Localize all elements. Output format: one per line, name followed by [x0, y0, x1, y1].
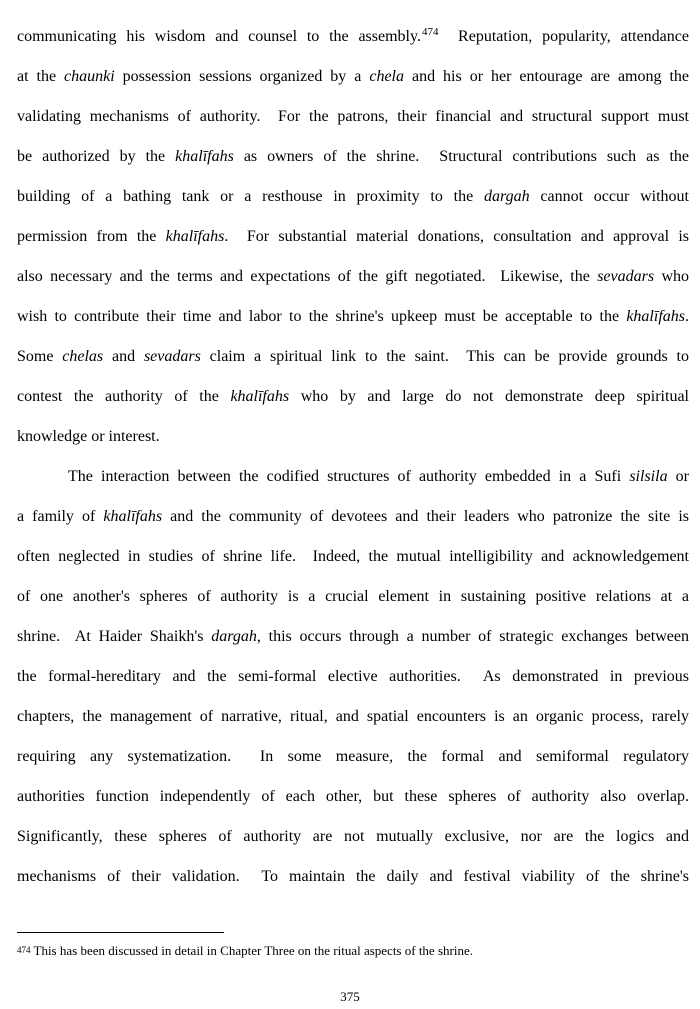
- text-line: [17, 182, 689, 222]
- footnote-number: 474: [17, 945, 31, 955]
- footnote-divider: [17, 932, 224, 933]
- italic-term: chaunki: [64, 68, 115, 85]
- text-line: [17, 862, 689, 902]
- text-run: The interaction between the codified structures of authority embedded in a Sufi: [68, 468, 630, 485]
- italic-term: khalīfahs: [103, 508, 163, 525]
- text-run: claim a spiritual link to the saint. This can be provide grounds to: [200, 348, 690, 365]
- text-line: [17, 502, 689, 542]
- footnote-text: This has been discussed in detail in Chapter Three on the ritual aspects of the shrine.: [33, 943, 473, 958]
- text-run: permission from the: [17, 228, 166, 245]
- text-run: who by and large do not demonstrate deep spiritual: [289, 388, 689, 405]
- text-line: [17, 342, 689, 382]
- text-run: and his or her entourage are among the: [404, 68, 690, 85]
- text-run: and: [103, 348, 144, 365]
- text-line: [17, 222, 689, 262]
- text-line: [17, 302, 689, 342]
- text-run: be authorized by the: [17, 148, 176, 165]
- text-line: [17, 622, 689, 662]
- text-run: authorities function independently of each other, but these spheres of authority also overlap.: [17, 788, 689, 805]
- italic-term: silsila: [629, 468, 668, 485]
- text-line: [17, 422, 689, 462]
- text-run: communicating his wisdom and counsel to the assembly.: [17, 28, 421, 45]
- italic-term: dargah: [483, 188, 530, 205]
- italic-term: chela: [369, 68, 404, 85]
- text-run: at the: [17, 68, 65, 85]
- text-run: and the community of devotees and their leaders who patronize the site is: [162, 508, 690, 525]
- text-run: shrine. At Haider Shaikh's: [17, 628, 212, 645]
- italic-term: khalīfahs: [626, 308, 685, 325]
- text-line: [17, 22, 689, 62]
- text-run: who: [654, 268, 689, 285]
- text-run: Significantly, these spheres of authority are not mutually exclusive, nor are the logics and: [17, 828, 689, 845]
- text-line: [17, 102, 689, 142]
- text-run: possession sessions organized by a: [114, 68, 370, 85]
- text-run: mechanisms of their validation. To maintain the daily and festival viability of the shrine's: [17, 868, 689, 885]
- italic-term: sevadars: [597, 268, 655, 285]
- text-run: often neglected in studies of shrine life. Indeed, the mutual intelligibility and acknowledgement: [17, 548, 689, 565]
- text-line: [17, 742, 689, 782]
- text-line: [17, 142, 689, 182]
- italic-term: chelas: [62, 348, 104, 365]
- text-run: also necessary and the terms and expectations of the gift negotiated. Likewise, the: [17, 268, 598, 285]
- text-run: .: [685, 308, 689, 325]
- text-run: Some: [17, 348, 63, 365]
- text-run: requiring any systematization. In some measure, the formal and semiformal regulatory: [17, 748, 689, 765]
- page-number: 375: [340, 989, 360, 1004]
- text-line: [17, 542, 689, 582]
- text-run: , this occurs through a number of strategic exchanges between: [256, 628, 689, 645]
- text-line: [17, 462, 689, 502]
- text-line: [17, 62, 689, 102]
- italic-term: khalīfahs: [165, 228, 225, 245]
- body-text: [17, 22, 689, 902]
- text-run: of one another's spheres of authority is a crucial element in sustaining positive relations at a: [17, 588, 689, 605]
- text-run: building of a bathing tank or a resthouse in proximity to the: [17, 188, 484, 205]
- text-line: [17, 262, 689, 302]
- text-run: cannot occur without: [529, 188, 689, 205]
- text-line: [17, 822, 689, 862]
- italic-term: sevadars: [143, 348, 201, 365]
- footnote-reference: 474: [421, 26, 439, 38]
- text-line: [17, 662, 689, 702]
- text-line: [17, 702, 689, 742]
- text-run: or: [667, 468, 690, 485]
- text-run: contest the authority of the: [17, 388, 231, 405]
- italic-term: khalīfahs: [230, 388, 290, 405]
- text-line: [17, 582, 689, 622]
- text-run: wish to contribute their time and labor to the shrine's upkeep must be acceptable to the: [17, 308, 627, 325]
- text-line: [17, 382, 689, 422]
- text-run: the formal-hereditary and the semi-formal elective authorities. As demonstrated in previous: [17, 668, 689, 685]
- text-run: a family of: [17, 508, 104, 525]
- text-run: knowledge or interest.: [17, 428, 160, 445]
- text-run: . For substantial material donations, consultation and approval is: [224, 228, 689, 245]
- footnote: [17, 941, 473, 961]
- text-run: validating mechanisms of authority. For the patrons, their financial and structural support must: [17, 108, 689, 125]
- italic-term: khalīfahs: [175, 148, 234, 165]
- text-run: Reputation, popularity, attendance: [438, 28, 689, 45]
- text-run: chapters, the management of narrative, ritual, and spatial encounters is an organic process, rarely: [17, 708, 689, 725]
- text-run: as owners of the shrine. Structural contributions such as the: [233, 148, 690, 165]
- text-line: [17, 782, 689, 822]
- italic-term: dargah: [211, 628, 257, 645]
